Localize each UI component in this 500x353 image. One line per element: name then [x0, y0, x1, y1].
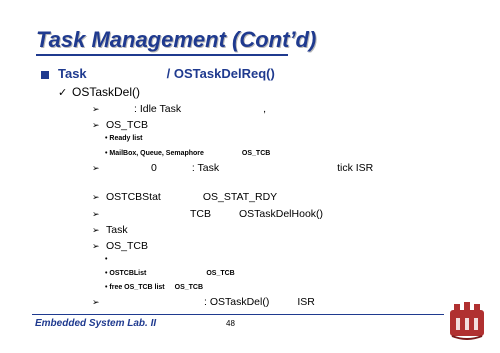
arrow-bullet-icon: ➢	[92, 209, 100, 219]
slide-title: Task Management (Cont’d)	[36, 27, 317, 52]
item-os-tcb-1: ➢ OS_TCB	[92, 119, 149, 131]
checkmark-icon: ✓	[58, 87, 68, 99]
sub-ready-list: • Ready list	[105, 135, 143, 142]
section-heading	[58, 66, 275, 81]
arrow-bullet-icon: ➢	[92, 225, 100, 235]
sub-ostcblist: • OSTCBList OS_TCB	[105, 270, 235, 277]
item-task: ➢ Task	[92, 224, 128, 236]
sub-mailbox: • MailBox, Queue, Semaphore OS_TCB	[105, 150, 271, 157]
item-idle-task: ➢ : Idle Task ,	[92, 103, 267, 115]
arrow-bullet-icon: ➢	[92, 192, 100, 202]
item-os-tcb-2: ➢ OS_TCB	[92, 240, 149, 252]
arrow-bullet-icon: ➢	[92, 241, 100, 251]
footer-lab-name: Embedded System Lab. II	[35, 318, 157, 329]
sub-free-list: • free OS_TCB list OS_TCB	[105, 284, 204, 291]
page-number: 48	[226, 319, 235, 328]
item-isr: ➢ : OSTaskDel() ISR	[92, 296, 315, 308]
item-zero-task: ➢ 0 : Task tick ISR	[92, 162, 374, 174]
item-tcb-hook: ➢ TCB OSTaskDelHook()	[92, 208, 324, 220]
university-emblem-icon	[448, 300, 486, 340]
arrow-bullet-icon: ➢	[92, 120, 100, 130]
item-ostaskdel: ✓ OSTaskDel()	[58, 85, 141, 99]
arrow-bullet-icon: ➢	[92, 104, 100, 114]
arrow-bullet-icon: ➢	[92, 297, 100, 307]
arrow-bullet-icon: ➢	[92, 163, 100, 173]
heading-prefix: Task	[58, 66, 87, 81]
sub-empty-bullet: •	[105, 256, 108, 263]
title-underline	[36, 54, 288, 56]
heading-suffix: / OSTaskDelReq()	[166, 66, 275, 81]
square-bullet-icon	[41, 71, 49, 79]
item-ostcbstat: ➢ OSTCBStat OS_STAT_RDY	[92, 191, 278, 203]
footer-divider	[32, 314, 444, 315]
